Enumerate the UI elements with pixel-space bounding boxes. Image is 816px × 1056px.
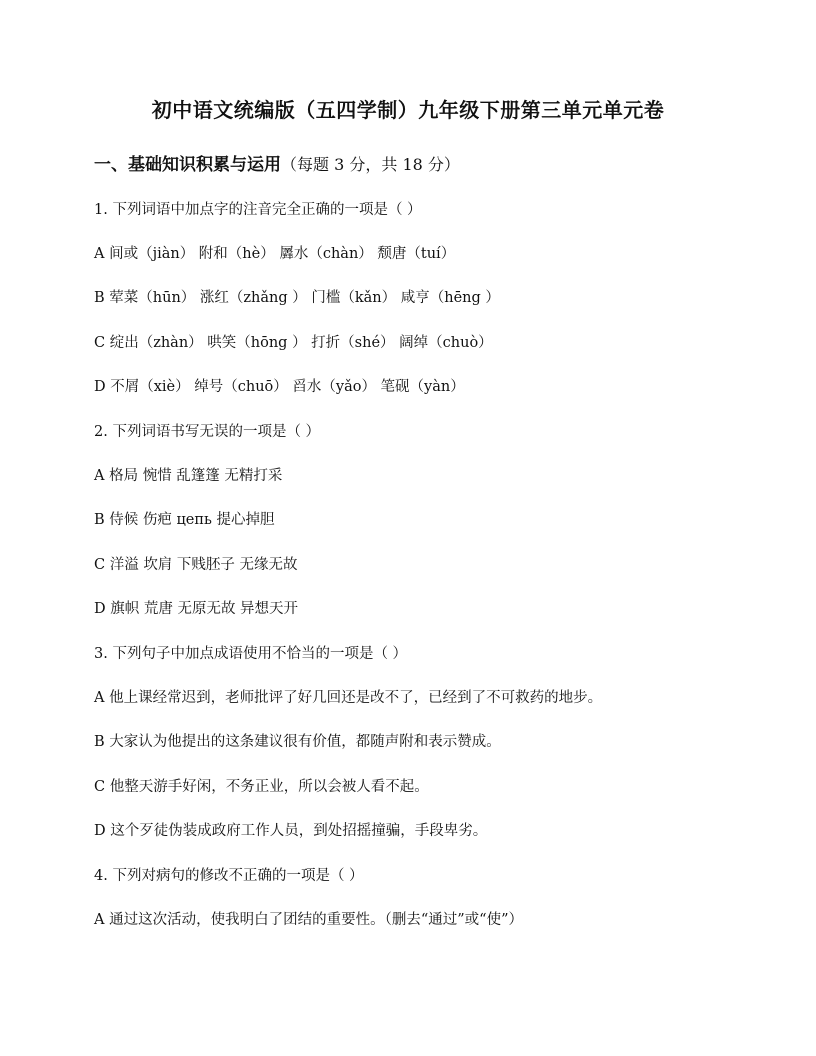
section-heading-text: 一、基础知识积累与运用 <box>94 155 281 175</box>
section-score-note: （每题 3 分，共 18 分） <box>281 155 460 174</box>
question-4-option-a: A 通过这次活动，使我明白了团结的重要性。（删去“通过”或“使”） <box>94 912 523 928</box>
question-1-option-a: A 间或（jiàn） 附和（hè） 羼水（chàn） 颓唐（tuí） <box>94 246 456 262</box>
question-2-option-a: A 格局 惋惜 乱篷篷 无精打采 <box>94 468 283 484</box>
question-2-stem: 2. 下列词语书写无误的一项是（ ） <box>94 424 321 440</box>
section-heading <box>94 150 460 175</box>
question-2-option-d: D 旗帜 荒唐 无原无故 异想天开 <box>94 601 299 617</box>
question-4-stem: 4. 下列对病句的修改不正确的一项是（ ） <box>94 868 364 884</box>
question-3-option-a: A 他上课经常迟到，老师批评了好几回还是改不了，已经到了不可救药的地步。 <box>94 690 603 706</box>
question-2-option-c: C 洋溢 坎肩 下贱胚子 无缘无故 <box>94 557 298 573</box>
document-title: 初中语文统编版（五四学制）九年级下册第三单元单元卷 <box>151 98 665 122</box>
question-2-option-b: B 侍候 伤疤 цепь 提心掉胆 <box>94 512 275 528</box>
question-3-option-b: B 大家认为他提出的这条建议很有价值，都随声附和表示赞成。 <box>94 734 501 750</box>
question-3-stem: 3. 下列句子中加点成语使用不恰当的一项是（ ） <box>94 646 408 662</box>
question-1-option-c: C 绽出（zhàn） 哄笑（hōng ） 打折（shé） 阔绰（chuò） <box>94 335 493 351</box>
question-3-option-c: C 他整天游手好闲，不务正业，所以会被人看不起。 <box>94 779 429 795</box>
question-1-option-d: D 不屑（xiè） 绰号（chuō） 舀水（yǎo） 笔砚（yàn） <box>94 379 465 395</box>
question-1-stem: 1. 下列词语中加点字的注音完全正确的一项是（ ） <box>94 202 422 218</box>
question-3-option-d: D 这个歹徒伪装成政府工作人员，到处招摇撞骗，手段卑劣。 <box>94 823 488 839</box>
question-1-option-b: B 荤菜（hūn） 涨红（zhǎng ） 门槛（kǎn） 咸亨（hēng ） <box>94 290 500 306</box>
